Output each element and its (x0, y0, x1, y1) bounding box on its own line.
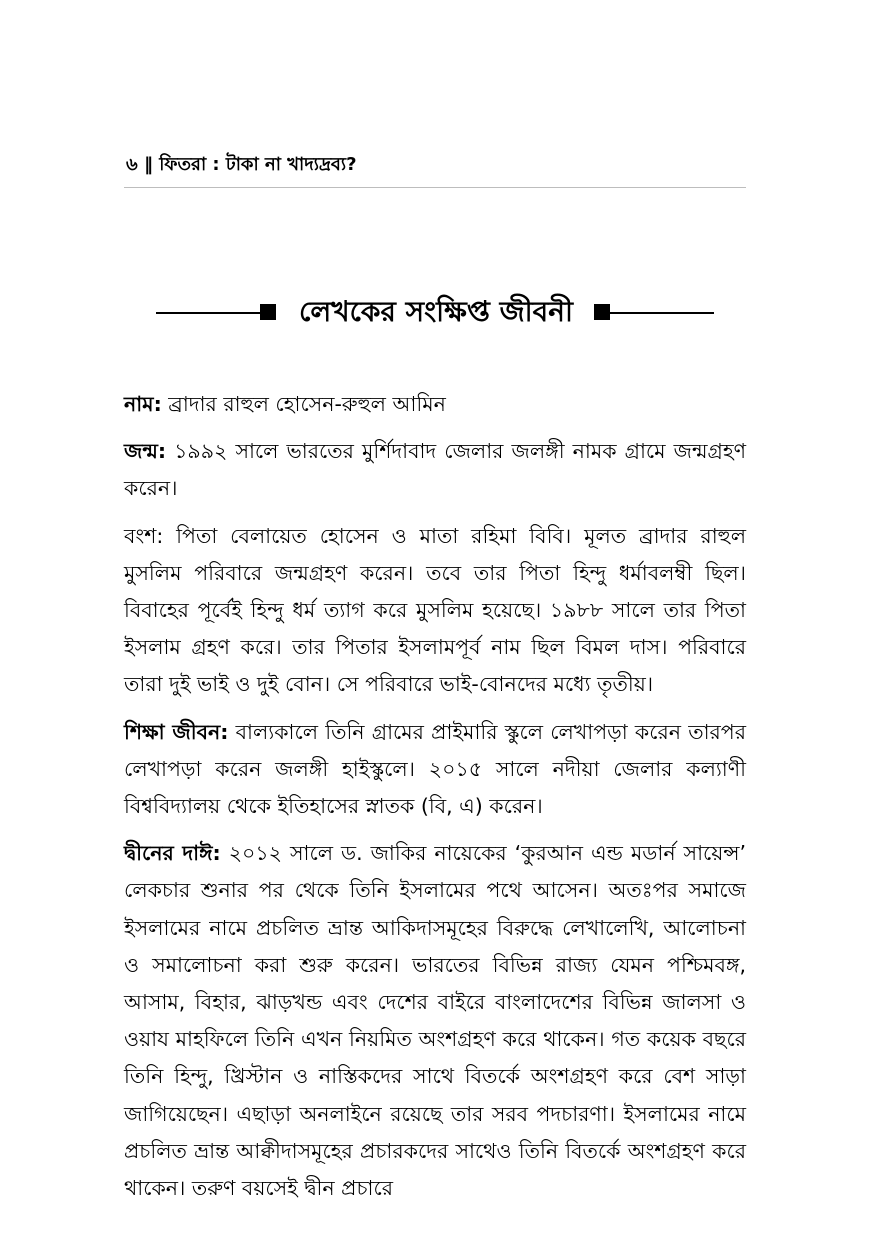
paragraph-lineage (124, 518, 746, 704)
paragraph-name (124, 386, 746, 423)
heading-line-right (608, 312, 714, 314)
running-header: ৬ ‖ ফিতরা : টাকা না খাদ্যদ্রব্য? (126, 154, 357, 175)
paragraph-education (124, 714, 746, 826)
paragraph-text: ১৯৯২ সালে ভারতের মুর্শিদাবাদ জেলার জলঙ্গী নামক গ্রামে জন্মগ্রহণ করেন। (124, 439, 746, 501)
body-text (124, 386, 746, 1217)
paragraph-dawah (124, 835, 746, 1207)
section-title: লেখকের সংক্ষিপ্ত জীবনী (299, 295, 573, 328)
paragraph-text: ব্রাদার রাহুল হোসেন-রুহুল আমিন (161, 392, 446, 416)
paragraph-label: শিক্ষা জীবন: (124, 719, 229, 744)
paragraph-text: বংশ: পিতা বেলায়েত হোসেন ও মাতা রহিমা বিবি। মূলত ব্রাদার রাহুল মুসলিম পরিবারে জন্মগ্রহণ করেন। তবে তার পিতা হিন্দু ধর্মাবলম্বী ছিল। বিবাহের পূর্বেই হিন্দু ধর্ম ত্যাগ করে মুসলিম হয়েছে। ১৯৮৮ সালে তার পিতা ইসলাম গ্রহণ করে। তার পিতার ইসলামপূর্ব নাম ছিল বিমল দাস। পরিবারে তারা দুই ভাই ও দুই বোন। সে পরিবারে ভাই-বোনদের মধ্যে তৃতীয়। (124, 523, 746, 697)
paragraph-birth (124, 433, 746, 507)
paragraph-label: নাম: (124, 392, 162, 416)
header-divider (124, 187, 746, 188)
paragraph-label: দ্বীনের দাঈ: (124, 841, 221, 866)
paragraph-text: ২০১২ সালে ড. জাকির নায়েকের ‘কুরআন এন্ড মডার্ন সায়েন্স’ লেকচার শুনার পর থেকে তিনি ইসলামের পথে আসেন। অতঃপর সমাজে ইসলামের নামে প্রচলিত ভ্রান্ত আকিদাসমূহের বিরুদ্ধে লেখালেখি, আলোচনা ও সমালোচনা করা শুরু করেন। ভারতের বিভিন্ন রাজ্য যেমন পশ্চিমবঙ্গ, আসাম, বিহার, ঝাড়খন্ড এবং দেশের বাইরে বাংলাদেশের বিভিন্ন জালসা ও ওয়ায মাহফিলে তিনি এখন নিয়মিত অংশগ্রহণ করে থাকেন। গত কয়েক বছরে তিনি হিন্দু, খ্রিস্টান ও নাস্তিকদের সাথে বিতর্কে অংশগ্রহণ করে বেশ সাড়া জাগিয়েছেন। এছাড়া অনলাইনে রয়েছে তার সরব পদচারণা। ইসলামের নামে প্রচলিত ভ্রান্ত আক্বীদাসমূহের প্রচারকদের সাথেও তিনি বিতর্কে অংশগ্রহণ করে থাকেন। তরুণ বয়সেই দ্বীন প্রচারে (124, 841, 746, 1201)
section-heading (156, 290, 714, 336)
heading-square-left-icon (260, 304, 276, 320)
heading-line-left (156, 312, 260, 314)
paragraph-text: বাল্যকালে তিনি গ্রামের প্রাইমারি স্কুলে লেখাপড়া করেন তারপর লেখাপড়া করেন জলঙ্গী হাইস্কুলে। ২০১৫ সালে নদীয়া জেলার কল্যাণী বিশ্ববিদ্যালয় থেকে ইতিহাসের স্নাতক (বি, এ) করেন। (124, 719, 746, 819)
paragraph-label: জন্ম: (124, 439, 167, 464)
